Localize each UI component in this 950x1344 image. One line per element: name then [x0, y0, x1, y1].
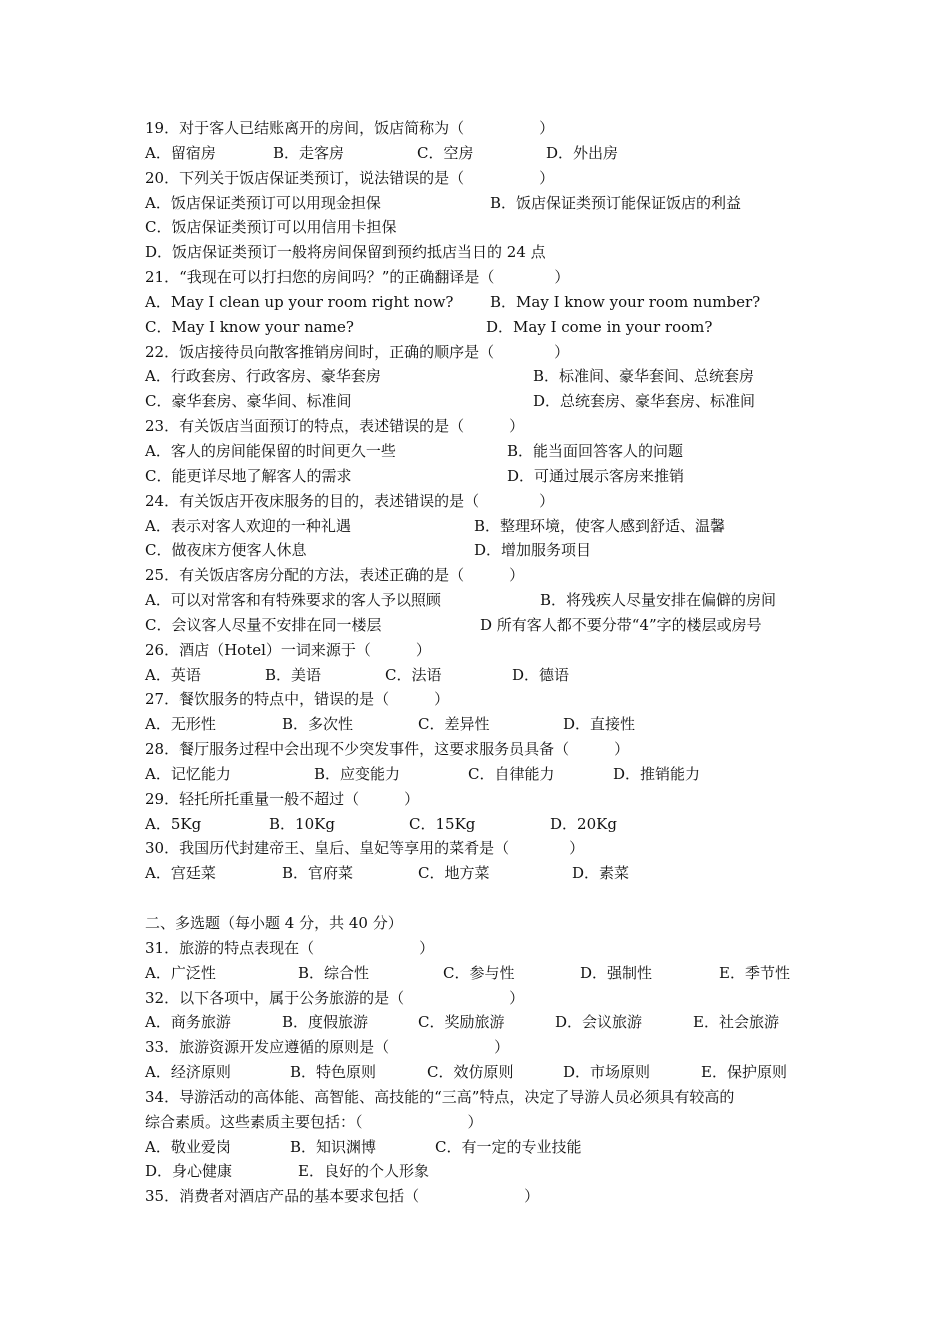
question-stem: 27．餐饮服务的特点中，错误的是（ ）	[145, 690, 450, 709]
option-b: B．应变能力	[314, 764, 401, 783]
option-c: C．地方菜	[418, 864, 490, 883]
option-row	[145, 762, 815, 787]
option-d: D．外出房	[546, 143, 619, 162]
question-stem: 26．酒店（Hotel）一词来源于（ ）	[145, 640, 431, 659]
option-b: B．特色原则	[290, 1063, 377, 1082]
option-row	[145, 1159, 815, 1184]
option-row	[145, 364, 815, 389]
question-stem: 29．轻托所托重量一般不超过（ ）	[145, 789, 420, 808]
option-c: C．May I know your name?	[145, 317, 354, 336]
option-c: C．豪华套房、豪华间、标准间	[145, 392, 352, 411]
option-a: A．英语	[145, 665, 201, 684]
question-stem: 35．消费者对酒店产品的基本要求包括（ ）	[145, 1187, 540, 1206]
option-c: C．法语	[385, 665, 442, 684]
option-d: D．德语	[512, 665, 570, 684]
option-c: C．能更详尽地了解客人的需求	[145, 466, 352, 485]
option-d: D．20Kg	[550, 814, 617, 833]
option-b: B．饭店保证类预订能保证饭店的利益	[490, 193, 742, 212]
option-a: A．留宿房	[145, 143, 216, 162]
option-d: D．增加服务项目	[474, 541, 592, 560]
option-a: A．敬业爱岗	[145, 1137, 231, 1156]
option-row	[145, 861, 815, 886]
option-c: C．饭店保证类预订可以用信用卡担保	[145, 218, 397, 237]
option-row	[145, 191, 815, 216]
option-d: D．强制性	[580, 963, 653, 982]
option-b: B．May I know your room number?	[490, 292, 761, 311]
option-b: B．整理环境，使客人感到舒适、温馨	[474, 516, 726, 535]
option-a: A．可以对常客和有特殊要求的客人予以照顾	[145, 591, 441, 610]
option-d: D 所有客人都不要分带“4”字的楼层或房号	[480, 615, 762, 634]
option-b: B．10Kg	[269, 814, 335, 833]
option-b: B．度假旅游	[282, 1013, 369, 1032]
option-a: A．经济原则	[145, 1063, 231, 1082]
option-a: A．广泛性	[145, 963, 216, 982]
option-b: B．多次性	[282, 715, 354, 734]
option-c: C．自律能力	[468, 764, 555, 783]
option-a: A．May I clean up your room right now?	[145, 292, 454, 311]
option-c: C．做夜床方便客人休息	[145, 541, 307, 560]
option-a: A．表示对客人欢迎的一种礼遇	[145, 516, 351, 535]
option-row	[145, 663, 815, 688]
question-stem-continued: 综合素质。这些素质主要包括：（ ）	[145, 1112, 483, 1131]
question-stem: 28．餐厅服务过程中会出现不少突发事件，这要求服务员具备（ ）	[145, 740, 630, 759]
option-row	[145, 389, 815, 414]
exam-page	[145, 116, 815, 1209]
option-a: A．宫廷菜	[145, 864, 216, 883]
question-stem: 22．饭店接待员向散客推销房间时，正确的顺序是（ ）	[145, 342, 570, 361]
option-a: A．记忆能力	[145, 764, 231, 783]
option-b: B．美语	[265, 665, 322, 684]
option-b: B．综合性	[298, 963, 370, 982]
option-d: D．总统套房、豪华套房、标准间	[533, 392, 756, 411]
question-stem: 32．以下各项中，属于公务旅游的是（ ）	[145, 988, 525, 1007]
option-c: C．会议客人尽量不安排在同一楼层	[145, 615, 382, 634]
option-c: C．参与性	[443, 963, 515, 982]
question-stem: 23．有关饭店当面预订的特点，表述错误的是（ ）	[145, 417, 525, 436]
option-d: D．May I come in your room?	[486, 317, 713, 336]
option-c: C．有一定的专业技能	[435, 1137, 582, 1156]
option-c: C．差异性	[418, 715, 490, 734]
option-d: D．推销能力	[613, 764, 701, 783]
question-stem: 34．导游活动的高体能、高智能、高技能的“三高”特点，决定了导游人员必须具有较高的	[145, 1087, 735, 1106]
option-row	[145, 514, 815, 539]
option-b: B．标准间、豪华套间、总统套房	[533, 367, 755, 386]
question-stem: 19．对于客人已结账离开的房间，饭店简称为（ ）	[145, 119, 555, 137]
question-stem: 20．下列关于饭店保证类预订，说法错误的是（ ）	[145, 168, 555, 187]
option-row	[145, 812, 815, 837]
section-heading: 二、多选题（每小题 4 分，共 40 分）	[145, 914, 403, 932]
option-b: B．将残疾人尽量安排在偏僻的房间	[540, 591, 777, 610]
option-row	[145, 538, 815, 563]
question-stem: 21．“我现在可以打扫您的房间吗？”的正确翻译是（ ）	[145, 268, 570, 287]
option-e: E．季节性	[719, 963, 790, 982]
question-stem: 31．旅游的特点表现在（ ）	[145, 938, 435, 957]
option-d: D．饭店保证类预订一般将房间保留到预约抵店当日的 24 点	[145, 243, 546, 262]
option-e: E．保护原则	[701, 1063, 787, 1082]
option-row	[145, 1060, 815, 1085]
option-d: D．直接性	[563, 715, 636, 734]
option-a: A．饭店保证类预订可以用现金担保	[145, 193, 381, 212]
option-a: A．商务旅游	[145, 1013, 231, 1032]
option-a: A．行政套房、行政客房、豪华套房	[145, 367, 381, 386]
option-row	[145, 290, 815, 315]
option-row	[145, 588, 815, 613]
option-row	[145, 1010, 815, 1035]
option-e: E．社会旅游	[693, 1013, 779, 1032]
option-d: D．素菜	[572, 864, 630, 883]
option-row	[145, 315, 815, 340]
option-a: A．5Kg	[145, 814, 202, 833]
option-row	[145, 240, 815, 265]
spacer	[145, 886, 815, 911]
option-d: D．市场原则	[563, 1063, 651, 1082]
option-row	[145, 464, 815, 489]
option-c: C．空房	[417, 143, 474, 162]
option-e: E．良好的个人形象	[298, 1162, 429, 1181]
option-c: C．奖励旅游	[418, 1013, 505, 1032]
question-stem: 30．我国历代封建帝王、皇后、皇妃等享用的菜肴是（ ）	[145, 839, 585, 858]
option-row	[145, 215, 815, 240]
option-row	[145, 613, 815, 638]
option-row	[145, 141, 815, 166]
option-a: A．客人的房间能保留的时间更久一些	[145, 441, 396, 460]
option-d: D．会议旅游	[555, 1013, 643, 1032]
option-c: C．效仿原则	[427, 1063, 514, 1082]
option-d: D．身心健康	[145, 1162, 233, 1181]
question-stem: 25．有关饭店客房分配的方法，表述正确的是（ ）	[145, 566, 525, 585]
option-b: B．走客房	[273, 143, 345, 162]
option-a: A．无形性	[145, 715, 216, 734]
option-row	[145, 712, 815, 737]
option-b: B．能当面回答客人的问题	[507, 441, 684, 460]
option-row	[145, 439, 815, 464]
option-b: B．官府菜	[282, 864, 354, 883]
option-b: B．知识渊博	[290, 1137, 377, 1156]
option-row	[145, 1135, 815, 1160]
option-d: D．可通过展示客房来推销	[507, 466, 685, 485]
option-row	[145, 961, 815, 986]
question-stem: 33．旅游资源开发应遵循的原则是（ ）	[145, 1038, 510, 1057]
option-c: C．15Kg	[409, 814, 476, 833]
question-stem: 24．有关饭店开夜床服务的目的，表述错误的是（ ）	[145, 491, 555, 510]
